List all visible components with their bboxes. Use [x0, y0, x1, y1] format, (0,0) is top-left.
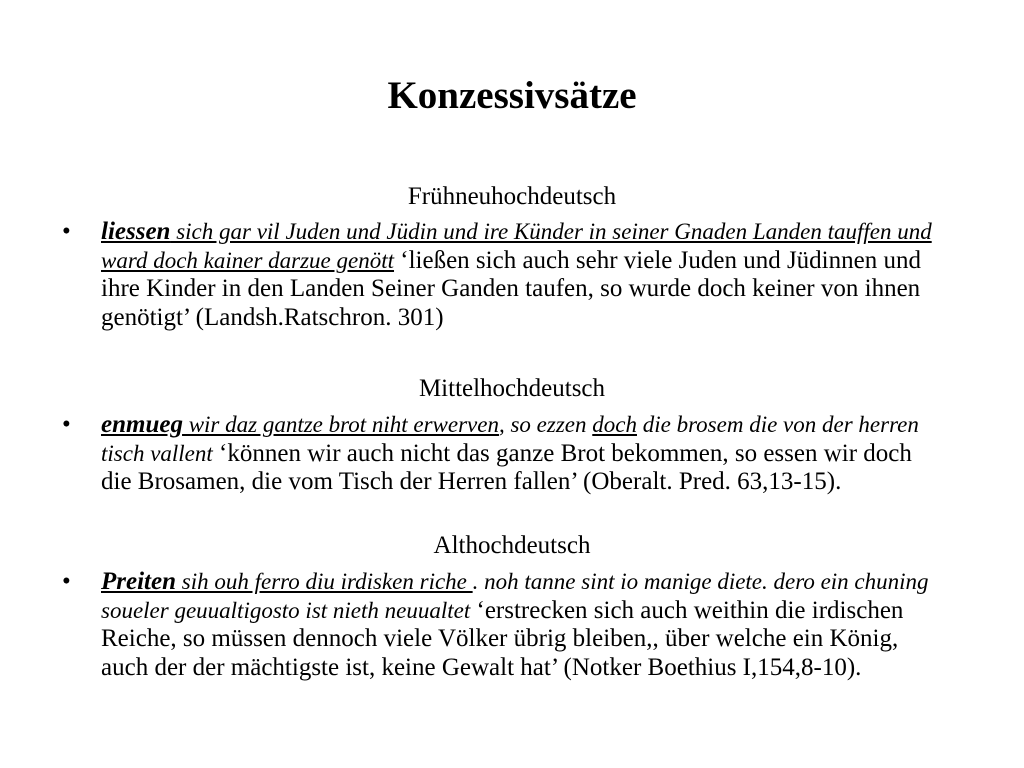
section-heading-fruehneuhochdeutsch: Frühneuhochdeutsch — [407, 183, 617, 210]
source-text-part-2: . noh tanne sint io manige diete. dero ein chuning soueler geuualtigosto ist nieth neuualtet — [101, 569, 929, 623]
section-heading-althochdeutsch: Althochdeutsch — [433, 532, 591, 559]
bullet-point: • — [62, 218, 71, 245]
source-text-part-2: , so ezzen — [498, 412, 593, 437]
keyword: Preiten — [101, 568, 176, 595]
source-text-part-1: wir daz gantze brot niht erwerven — [182, 412, 499, 437]
bullet-point: • — [62, 411, 71, 438]
slide-title: Konzessivsätze — [387, 74, 637, 117]
example-text — [101, 411, 941, 497]
keyword: enmueg — [101, 411, 183, 438]
source-text-doch: doch — [592, 412, 637, 437]
source-text-part-1: sih ouh ferro diu irdisken riche — [176, 569, 473, 594]
example-text — [101, 568, 941, 682]
bullet-point: • — [62, 568, 71, 595]
translation-text: ‘ließen sich auch sehr viele Juden und Jüdinnen und ihre Kinder in den Landen Seiner Ganden taufen, so wurde doch keiner von ihnen genötigt’ (Landsh.Ratschron. 301) — [101, 246, 921, 331]
source-text-part-3: die brosem die von der herren tisch vallent — [101, 412, 919, 466]
source-text: sich gar vil Juden und Jüdin und ire Künder in seiner Gnaden Landen tauffen und ward doch kainer darzue genött — [101, 219, 932, 273]
section-heading-mittelhochdeutsch: Mittelhochdeutsch — [418, 375, 606, 402]
example-text — [101, 218, 941, 332]
translation-text: ‘können wir auch nicht das ganze Brot bekommen, so essen wir doch die Brosamen, die vom Tisch der Herren fallen’ (Oberalt. Pred. 63,13-15). — [101, 439, 912, 495]
keyword: liessen — [101, 218, 171, 245]
translation-text: ‘erstrecken sich auch weithin die irdischen Reiche, so müssen dennoch viele Völker übrig bleiben,, über welche ein König, auch der der mächtigste ist, keine Gewalt hat’ (Notker Boethius I,154,8-10). — [101, 596, 904, 681]
